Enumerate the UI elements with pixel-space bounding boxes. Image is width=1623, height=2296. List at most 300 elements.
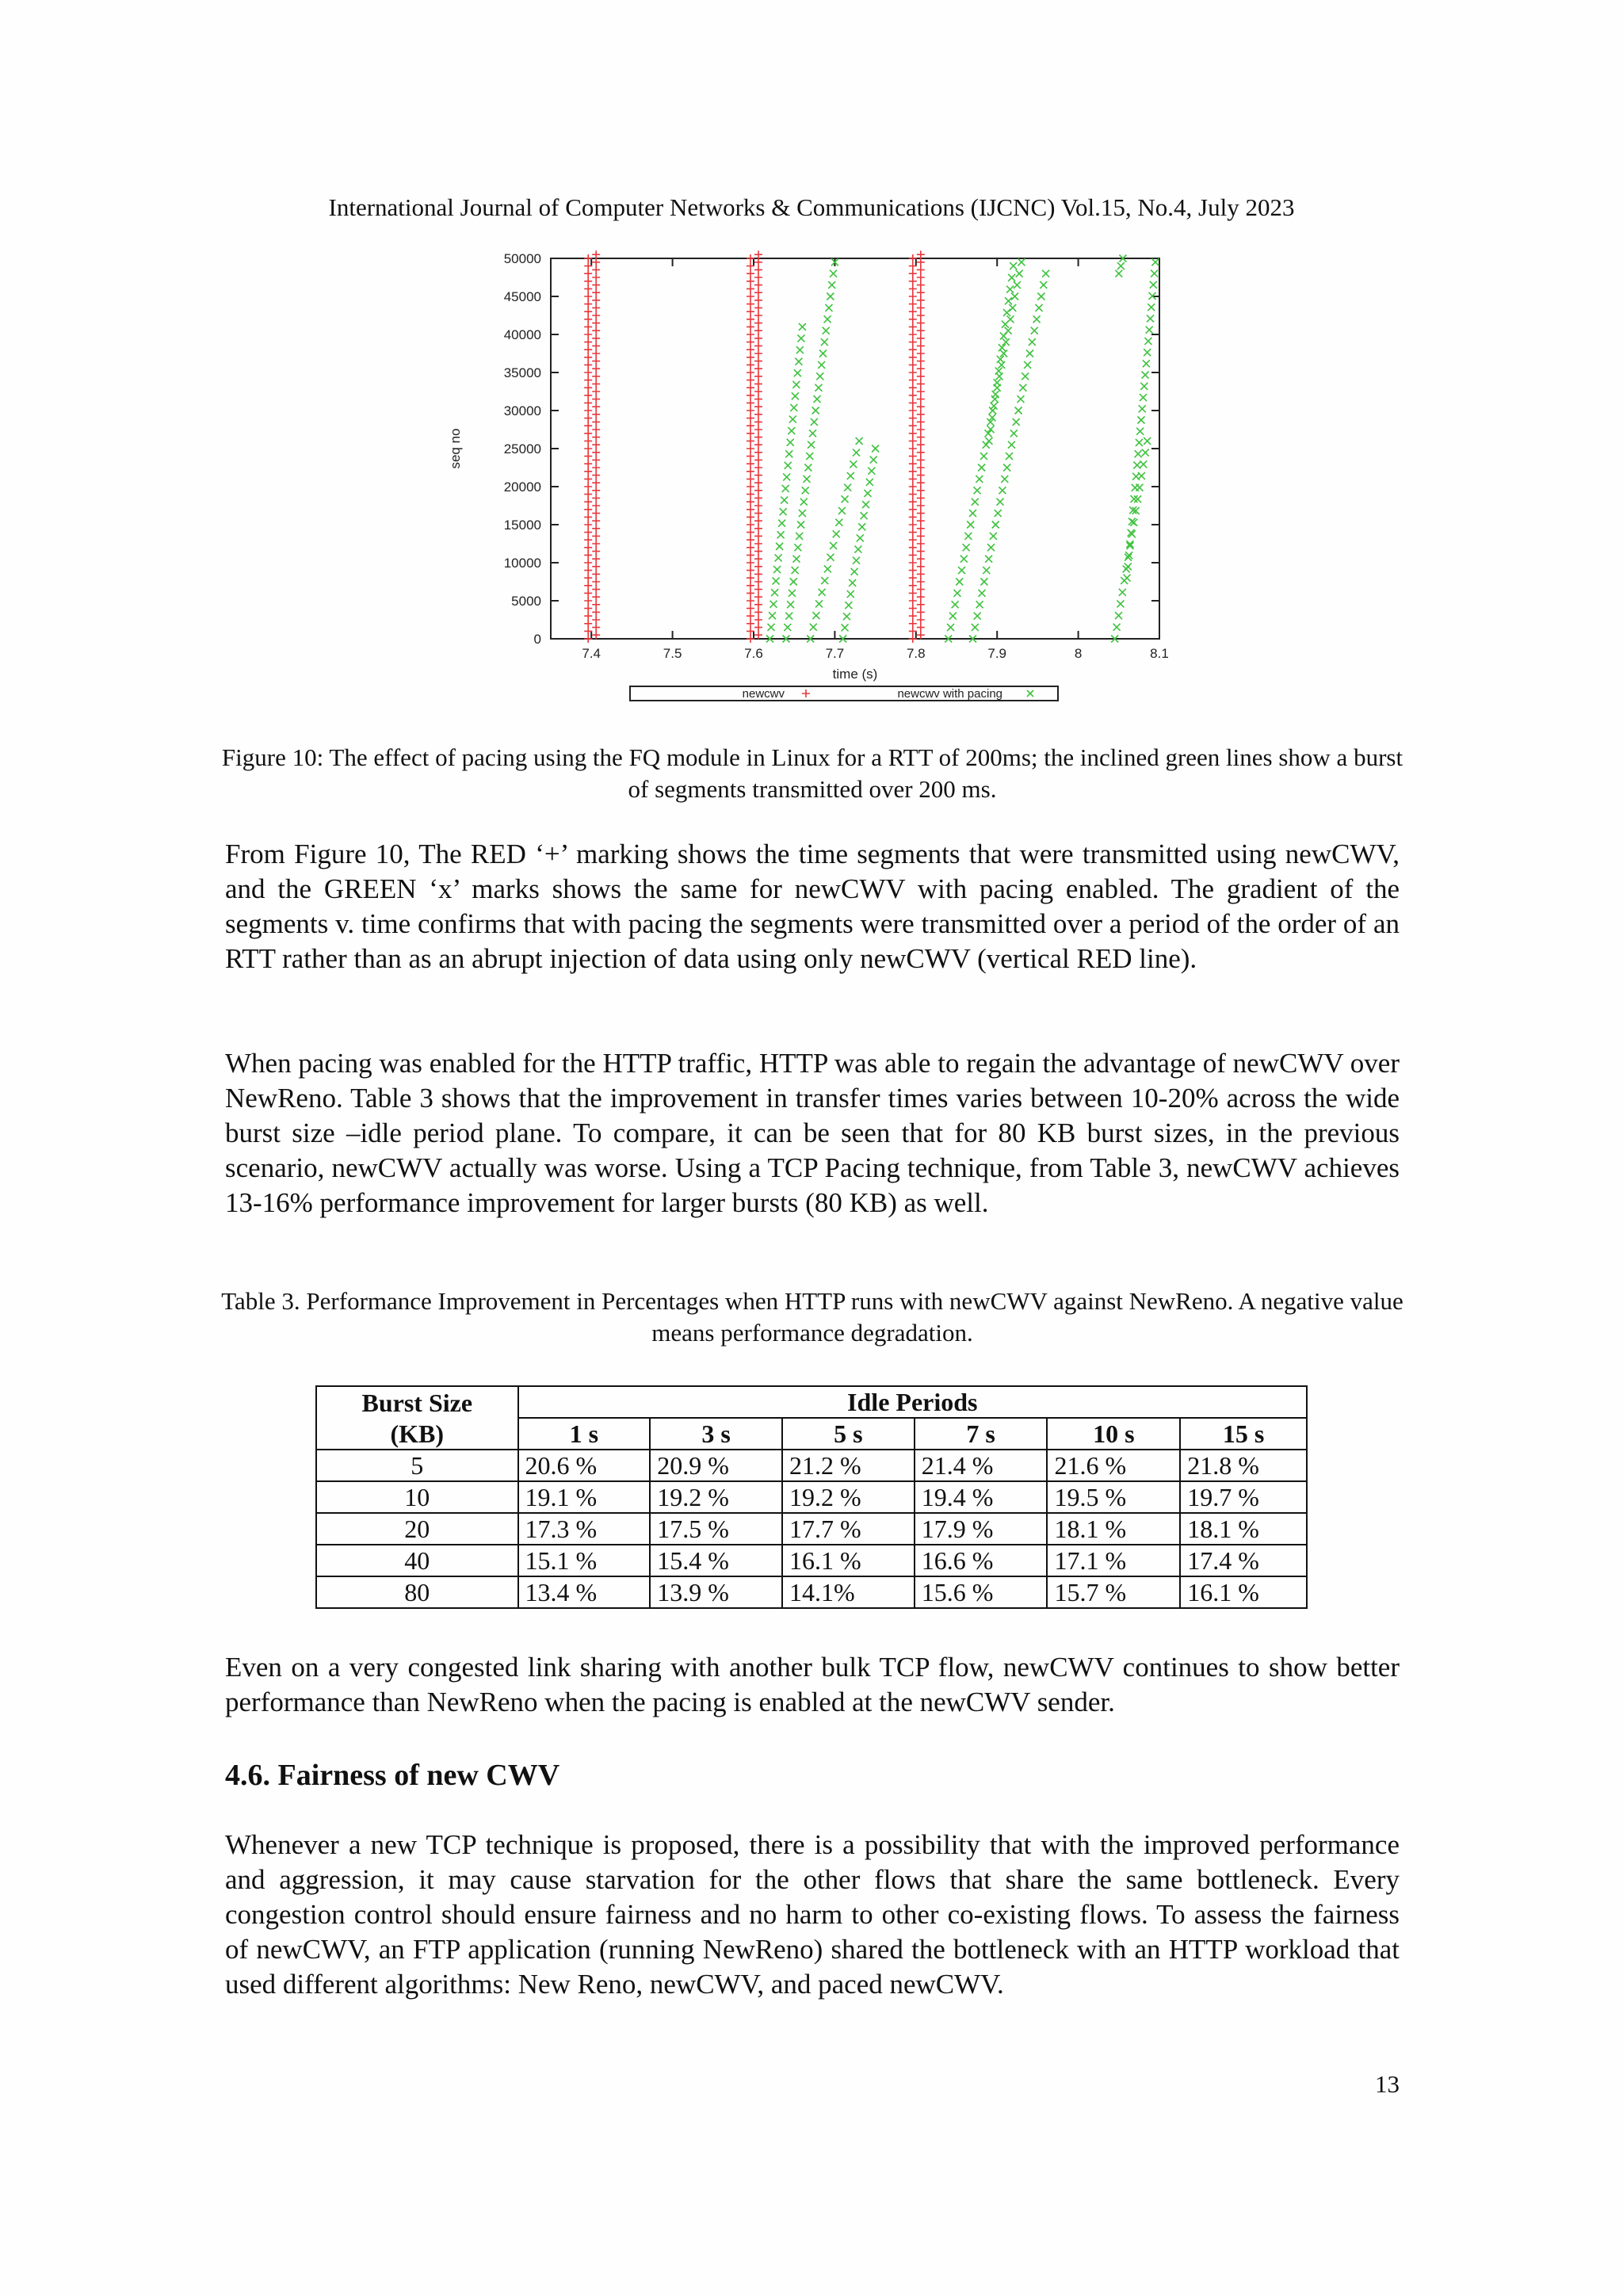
newcwv-marker [747, 346, 754, 353]
newcwv-pacing-marker [1151, 258, 1159, 266]
newcwv-pacing-marker [1134, 495, 1141, 502]
newcwv-marker [909, 292, 917, 300]
newcwv-pacing-marker [1011, 293, 1018, 300]
newcwv-pacing-marker [1017, 395, 1024, 403]
newcwv-marker [584, 323, 592, 330]
newcwv-marker [909, 582, 917, 590]
newcwv-marker [747, 612, 754, 620]
newcwv-pacing-marker [824, 315, 831, 323]
newcwv-marker [917, 304, 925, 311]
newcwv-marker [917, 586, 925, 594]
newcwv-marker [747, 376, 754, 384]
newcwv-marker [592, 464, 600, 472]
newcwv-marker [592, 250, 600, 258]
newcwv-pacing-marker [866, 479, 873, 486]
newcwv-pacing-marker [870, 457, 877, 464]
newcwv-marker [909, 589, 917, 597]
newcwv-marker [917, 350, 925, 357]
newcwv-marker [754, 479, 762, 487]
journal-header: International Journal of Computer Networks & Communications (IJCNC) Vol.15, No.4, July 2023 [328, 193, 1295, 221]
newcwv-pacing-marker [776, 543, 783, 550]
newcwv-marker [584, 567, 592, 575]
newcwv-marker [584, 574, 592, 582]
newcwv-marker [917, 388, 925, 395]
newcwv-pacing-marker [1125, 563, 1132, 570]
newcwv-marker [747, 330, 754, 338]
newcwv-marker [754, 616, 762, 624]
newcwv-marker [747, 574, 754, 582]
newcwv-marker [747, 422, 754, 430]
newcwv-marker [747, 407, 754, 415]
newcwv-marker [747, 567, 754, 575]
newcwv-pacing-marker [983, 567, 990, 574]
newcwv-marker [909, 285, 917, 292]
newcwv-marker [747, 536, 754, 544]
newcwv-marker [754, 434, 762, 441]
value-cell: 13.9 % [650, 1576, 782, 1608]
value-cell: 17.7 % [782, 1513, 915, 1545]
y-tick-label: 20000 [503, 479, 541, 495]
y-tick-label: 40000 [503, 327, 541, 342]
newcwv-pacing-marker [800, 499, 808, 506]
newcwv-pacing-marker [844, 484, 851, 491]
idle-periods-header: Idle Periods [518, 1386, 1307, 1418]
newcwv-pacing-marker [796, 533, 803, 540]
newcwv-marker [592, 494, 600, 502]
newcwv-marker [917, 517, 925, 525]
newcwv-marker [747, 269, 754, 277]
newcwv-marker [747, 415, 754, 422]
y-tick-label: 15000 [503, 518, 541, 533]
newcwv-marker [747, 475, 754, 483]
newcwv-marker [754, 380, 762, 388]
newcwv-marker [592, 342, 600, 350]
newcwv-pacing-marker [1036, 304, 1043, 311]
newcwv-marker [754, 395, 762, 403]
newcwv-pacing-marker [992, 521, 999, 529]
newcwv-pacing-marker [972, 624, 979, 631]
newcwv-pacing-marker [812, 612, 819, 619]
newcwv-pacing-marker [1132, 473, 1140, 480]
legend-marker-newcwv [802, 690, 810, 697]
value-cell: 17.4 % [1180, 1545, 1307, 1576]
newcwv-marker [592, 281, 600, 289]
newcwv-marker [592, 418, 600, 426]
newcwv-pacing-marker [783, 473, 790, 480]
newcwv-marker [584, 315, 592, 323]
newcwv-pacing-marker [792, 567, 799, 574]
newcwv-pacing-marker [1002, 338, 1010, 346]
newcwv-marker [754, 555, 762, 563]
newcwv-pacing-marker [796, 346, 804, 353]
newcwv-pacing-marker [788, 427, 795, 434]
newcwv-marker [754, 411, 762, 418]
newcwv-pacing-marker [773, 578, 780, 585]
newcwv-marker [747, 399, 754, 407]
newcwv-pacing-marker [1042, 270, 1049, 277]
newcwv-marker [917, 631, 925, 639]
newcwv-marker [754, 258, 762, 266]
newcwv-pacing-marker [815, 600, 823, 607]
newcwv-marker [917, 472, 925, 479]
newcwv-marker [754, 441, 762, 449]
column-header: 3 s [650, 1418, 782, 1450]
newcwv-pacing-marker [974, 487, 981, 494]
newcwv-pacing-marker [976, 601, 983, 608]
newcwv-pacing-marker [1031, 327, 1038, 334]
newcwv-marker [754, 426, 762, 434]
table-row [316, 1513, 1307, 1545]
burst-cell: 5 [316, 1450, 518, 1481]
newcwv-marker [584, 308, 592, 315]
newcwv-marker [584, 529, 592, 537]
newcwv-pacing-marker [985, 437, 992, 445]
newcwv-marker [754, 304, 762, 311]
newcwv-pacing-marker [972, 499, 979, 506]
newcwv-marker [909, 475, 917, 483]
newcwv-marker [584, 330, 592, 338]
value-cell: 18.1 % [1180, 1513, 1307, 1545]
newcwv-pacing-marker [1015, 407, 1022, 415]
newcwv-pacing-marker [1140, 383, 1148, 390]
paragraph-2: When pacing was enabled for the HTTP traffic, HTTP was able to regain the advantage of newCWV over NewReno. Table 3 shows that the improvement in transfer times varies between 10-20% across the wide burst size –idle period plane. To compare, it can be seen that for 80 KB burst sizes, in the previous scenario, newCWV actually was worse. Using a TCP Pacing technique, from Table 3, newCWV achieves 13-16% performance improvement for larger bursts (80 KB) as well. [225, 1048, 1400, 1218]
newcwv-marker [917, 601, 925, 609]
newcwv-marker [584, 521, 592, 529]
newcwv-marker [584, 422, 592, 430]
newcwv-marker [584, 445, 592, 453]
newcwv-pacing-marker [780, 508, 787, 515]
legend-label-newcwv-pacing: newcwv with pacing [897, 687, 1002, 701]
newcwv-marker [917, 418, 925, 426]
newcwv-marker [917, 266, 925, 273]
newcwv-marker [584, 437, 592, 445]
newcwv-pacing-marker [797, 334, 804, 342]
y-axis-label: seq no [448, 428, 463, 469]
value-cell: 19.4 % [915, 1481, 1048, 1513]
y-tick-label: 35000 [503, 365, 541, 380]
newcwv-marker [909, 445, 917, 453]
column-header: 7 s [915, 1418, 1048, 1450]
newcwv-marker [917, 250, 925, 258]
newcwv-marker [592, 487, 600, 495]
x-tick-label: 7.6 [744, 646, 763, 661]
newcwv-pacing-marker [1132, 484, 1139, 491]
newcwv-marker [754, 456, 762, 464]
column-header: 15 s [1180, 1418, 1307, 1450]
newcwv-pacing-marker [864, 490, 871, 497]
newcwv-marker [917, 365, 925, 372]
newcwv-pacing-marker [787, 439, 794, 446]
newcwv-marker [584, 369, 592, 376]
newcwv-marker [917, 319, 925, 327]
newcwv-marker [909, 498, 917, 506]
newcwv-pacing-marker [992, 391, 999, 398]
newcwv-marker [917, 608, 925, 616]
newcwv-marker [592, 449, 600, 457]
value-cell: 19.2 % [650, 1481, 782, 1513]
newcwv-pacing-marker [781, 497, 788, 504]
newcwv-pacing-marker [808, 441, 815, 449]
newcwv-marker [592, 426, 600, 434]
newcwv-pacing-marker [956, 579, 963, 586]
value-cell: 16.6 % [915, 1545, 1048, 1576]
value-cell: 21.8 % [1180, 1450, 1307, 1481]
newcwv-marker [909, 315, 917, 323]
newcwv-pacing-marker [1026, 350, 1033, 357]
newcwv-marker [754, 311, 762, 319]
newcwv-marker [592, 365, 600, 372]
x-tick-label: 7.9 [987, 646, 1007, 661]
newcwv-marker [917, 441, 925, 449]
newcwv-marker [584, 430, 592, 437]
newcwv-marker [592, 593, 600, 601]
newcwv-marker [909, 491, 917, 499]
newcwv-pacing-marker [1133, 461, 1140, 468]
newcwv-marker [917, 281, 925, 289]
newcwv-pacing-marker [949, 613, 957, 620]
newcwv-marker [592, 586, 600, 594]
newcwv-marker [909, 422, 917, 430]
newcwv-pacing-marker [1117, 262, 1125, 269]
newcwv-pacing-marker [804, 464, 812, 472]
newcwv-pacing-marker [976, 476, 983, 483]
newcwv-pacing-marker [812, 407, 819, 415]
newcwv-marker [584, 453, 592, 460]
newcwv-pacing-marker [963, 544, 970, 551]
newcwv-marker [909, 277, 917, 285]
newcwv-pacing-marker [789, 590, 796, 597]
newcwv-pacing-marker [849, 579, 856, 586]
newcwv-marker [747, 338, 754, 346]
newcwv-marker [754, 517, 762, 525]
newcwv-pacing-marker [1135, 450, 1142, 457]
newcwv-pacing-marker [1022, 372, 1029, 380]
newcwv-marker [754, 327, 762, 334]
newcwv-marker [917, 434, 925, 441]
newcwv-marker [917, 403, 925, 411]
newcwv-pacing-marker [997, 499, 1004, 506]
newcwv-marker [747, 551, 754, 559]
y-tick-label: 0 [533, 632, 541, 647]
newcwv-marker [754, 319, 762, 327]
newcwv-pacing-marker [1144, 437, 1151, 445]
newcwv-pacing-marker [1124, 575, 1131, 582]
newcwv-pacing-marker [1003, 309, 1010, 316]
legend-label-newcwv: newcwv [742, 687, 785, 701]
newcwv-marker [592, 456, 600, 464]
newcwv-pacing-marker [827, 293, 834, 300]
newcwv-pacing-marker [1142, 449, 1149, 457]
newcwv-pacing-marker [770, 601, 777, 608]
newcwv-marker [917, 288, 925, 296]
newcwv-pacing-marker [1146, 327, 1153, 334]
paragraph-1: From Figure 10, The RED ‘+’ marking shows the time segments that were transmitted using newCWV, and the GREEN ‘x’ marks shows the same for newCWV with pacing enabled. The gradient of the segments v. time confirms that with pacing the segments were transmitted over a period of the order of an RTT rather than as an abrupt injection of data using only newCWV (vertical RED line). [225, 839, 1400, 974]
table-row [316, 1545, 1307, 1576]
newcwv-marker [584, 468, 592, 476]
newcwv-pacing-marker [835, 519, 842, 526]
newcwv-pacing-marker [782, 485, 789, 492]
newcwv-marker [747, 544, 754, 552]
newcwv-marker [754, 365, 762, 372]
newcwv-pacing-marker [769, 612, 776, 619]
newcwv-marker [592, 311, 600, 319]
newcwv-pacing-marker [819, 589, 826, 596]
newcwv-pacing-marker [842, 624, 849, 631]
newcwv-marker [909, 437, 917, 445]
newcwv-pacing-marker [810, 624, 817, 631]
burst-cell: 80 [316, 1576, 518, 1608]
newcwv-marker [909, 536, 917, 544]
newcwv-pacing-marker [1010, 430, 1018, 437]
newcwv-pacing-marker [853, 557, 860, 564]
newcwv-marker [909, 460, 917, 468]
newcwv-marker [909, 392, 917, 399]
newcwv-marker [909, 330, 917, 338]
newcwv-marker [747, 384, 754, 392]
newcwv-marker [747, 468, 754, 476]
newcwv-marker [909, 338, 917, 346]
newcwv-pacing-marker [969, 510, 976, 517]
newcwv-marker [909, 620, 917, 628]
newcwv-marker [909, 269, 917, 277]
newcwv-pacing-marker [815, 384, 822, 392]
y-tick-label: 50000 [503, 251, 541, 266]
value-cell: 13.4 % [518, 1576, 651, 1608]
newcwv-marker [917, 510, 925, 518]
newcwv-marker [747, 529, 754, 537]
burst-size-header: Burst Size [316, 1386, 518, 1418]
newcwv-pacing-marker [1008, 274, 1015, 281]
value-cell: 14.1% [782, 1576, 915, 1608]
newcwv-marker [584, 536, 592, 544]
newcwv-marker [917, 532, 925, 540]
newcwv-marker [917, 456, 925, 464]
newcwv-pacing-marker [804, 476, 811, 483]
newcwv-marker [909, 323, 917, 330]
value-cell: 19.1 % [518, 1481, 651, 1513]
newcwv-pacing-marker [1040, 281, 1047, 288]
newcwv-pacing-marker [995, 510, 1002, 517]
section-heading: 4.6. Fairness of new CWV [225, 1759, 560, 1792]
newcwv-marker [747, 323, 754, 330]
value-cell: 17.5 % [650, 1513, 782, 1545]
newcwv-marker [584, 415, 592, 422]
newcwv-marker [592, 296, 600, 304]
newcwv-marker [909, 483, 917, 491]
newcwv-pacing-marker [806, 453, 813, 460]
column-header: 10 s [1047, 1418, 1180, 1450]
newcwv-marker [754, 273, 762, 281]
newcwv-marker [584, 513, 592, 521]
newcwv-marker [754, 350, 762, 357]
x-tick-label: 7.5 [663, 646, 682, 661]
newcwv-pacing-marker [1150, 281, 1157, 288]
newcwv-marker [747, 498, 754, 506]
newcwv-marker [754, 494, 762, 502]
newcwv-marker [754, 266, 762, 273]
newcwv-pacing-marker [1010, 262, 1017, 269]
newcwv-marker [909, 353, 917, 361]
newcwv-marker [584, 544, 592, 552]
newcwv-marker [592, 548, 600, 556]
newcwv-marker [754, 334, 762, 342]
newcwv-pacing-marker [790, 579, 797, 586]
newcwv-pacing-marker [814, 395, 821, 403]
newcwv-marker [584, 384, 592, 392]
newcwv-marker [917, 334, 925, 342]
newcwv-pacing-marker [845, 602, 852, 609]
newcwv-pacing-marker [838, 507, 846, 514]
newcwv-pacing-marker [1018, 258, 1025, 266]
newcwv-pacing-marker [794, 369, 801, 376]
y-tick-label: 25000 [503, 441, 541, 457]
newcwv-marker [909, 513, 917, 521]
newcwv-pacing-marker [767, 624, 774, 631]
newcwv-marker [747, 521, 754, 529]
newcwv-pacing-marker [790, 404, 797, 411]
newcwv-marker [917, 296, 925, 304]
newcwv-pacing-marker [1000, 332, 1007, 339]
newcwv-pacing-marker [1014, 281, 1021, 288]
newcwv-marker [754, 563, 762, 571]
newcwv-pacing-marker [980, 579, 987, 586]
newcwv-pacing-marker [818, 361, 825, 369]
newcwv-pacing-marker [1137, 417, 1144, 424]
newcwv-pacing-marker [792, 392, 799, 399]
newcwv-pacing-marker [985, 556, 992, 563]
newcwv-marker [592, 388, 600, 395]
newcwv-pacing-marker [830, 270, 837, 277]
newcwv-marker [909, 567, 917, 575]
newcwv-marker [754, 372, 762, 380]
newcwv-marker [747, 300, 754, 308]
value-cell: 15.4 % [650, 1545, 782, 1576]
newcwv-marker [754, 624, 762, 632]
newcwv-marker [747, 589, 754, 597]
newcwv-pacing-marker [868, 468, 875, 475]
newcwv-pacing-marker [816, 372, 823, 380]
newcwv-marker [747, 605, 754, 613]
newcwv-marker [584, 605, 592, 613]
newcwv-marker [754, 548, 762, 556]
newcwv-pacing-marker [824, 565, 831, 572]
newcwv-pacing-marker [872, 445, 879, 453]
y-tick-label: 30000 [503, 403, 541, 418]
newcwv-marker [754, 593, 762, 601]
newcwv-marker [592, 517, 600, 525]
newcwv-marker [917, 570, 925, 578]
newcwv-pacing-marker [1144, 349, 1151, 356]
newcwv-marker [917, 395, 925, 403]
newcwv-marker [584, 292, 592, 300]
value-cell: 17.3 % [518, 1513, 651, 1545]
plot-frame [551, 258, 1159, 639]
newcwv-pacing-marker [1140, 394, 1147, 401]
newcwv-marker [917, 487, 925, 495]
newcwv-marker [592, 472, 600, 479]
x-tick-label: 8.1 [1150, 646, 1169, 661]
newcwv-marker [917, 258, 925, 266]
newcwv-pacing-marker [1131, 495, 1138, 502]
newcwv-marker [917, 494, 925, 502]
value-cell: 15.7 % [1047, 1576, 1180, 1608]
newcwv-marker [584, 582, 592, 590]
value-cell: 16.1 % [1180, 1576, 1307, 1608]
newcwv-marker [592, 288, 600, 296]
value-cell: 19.2 % [782, 1481, 915, 1513]
newcwv-pacing-marker [799, 510, 806, 517]
x-tick-label: 8 [1074, 646, 1083, 661]
